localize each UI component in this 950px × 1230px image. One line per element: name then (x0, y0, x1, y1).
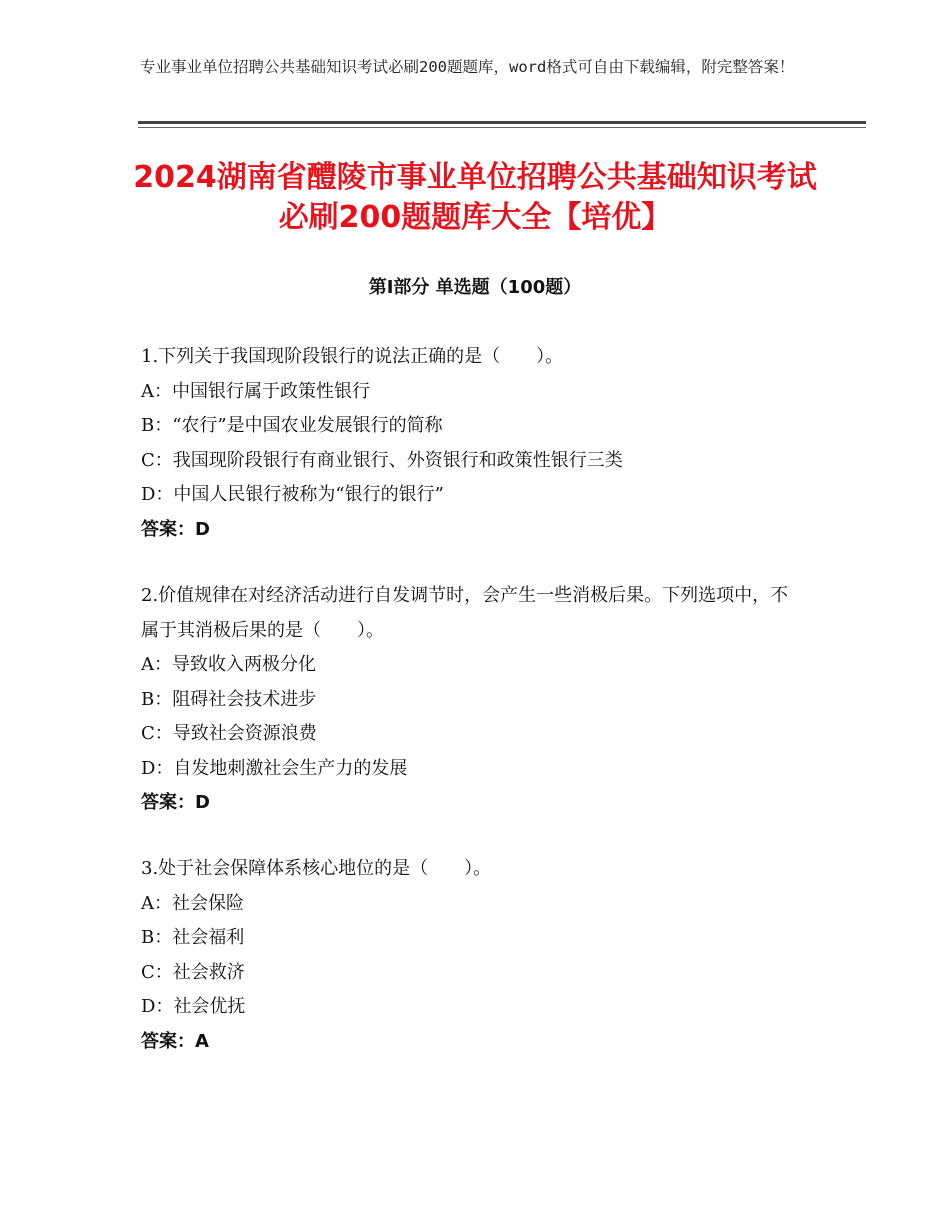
option-d: D：中国人民银行被称为“银行的银行” (141, 484, 444, 505)
question-stem: 1.下列关于我国现阶段银行的说法正确的是（ ）。 (141, 346, 564, 367)
header-rule-thin (138, 127, 866, 128)
option-b: B：社会福利 (141, 927, 245, 948)
document-title: 2024湖南省醴陵市事业单位招聘公共基础知识考试必刷200题题库大全【培优】 (133, 160, 817, 235)
question-2 (141, 579, 801, 821)
section-heading: 第Ⅰ部分 单选题（100题） (368, 277, 582, 298)
question-stem: 3.处于社会保障体系核心地位的是（ ）。 (141, 858, 492, 879)
answer: 答案：A (141, 1030, 209, 1052)
option-c: C：我国现阶段银行有商业银行、外资银行和政策性银行三类 (141, 449, 623, 471)
question-3 (141, 852, 801, 1059)
option-b: B：“农行”是中国农业发展银行的简称 (141, 415, 443, 436)
question-stem: 2.价值规律在对经济活动进行自发调节时，会产生一些消极后果。下列选项中，不属于其消极后果的是（ ）。 (141, 585, 789, 641)
header-rule-thick (138, 121, 866, 124)
option-c: C：导致社会资源浪费 (141, 723, 317, 744)
option-d: D：社会优抚 (141, 996, 246, 1017)
header-note: 专业事业单位招聘公共基础知识考试必刷200题题库，word格式可自由下载编辑，附完整答案！ (140, 58, 795, 76)
option-b: B：阻碍社会技术进步 (141, 688, 317, 710)
option-a: A：导致收入两极分化 (141, 654, 316, 675)
option-a: A：社会保险 (141, 892, 244, 914)
option-c: C：社会救济 (141, 961, 245, 983)
option-a: A：中国银行属于政策性银行 (141, 380, 370, 402)
question-1 (141, 340, 801, 547)
answer: 答案：D (141, 518, 210, 540)
answer: 答案：D (141, 792, 210, 813)
option-d: D：自发地刺激社会生产力的发展 (141, 757, 408, 779)
